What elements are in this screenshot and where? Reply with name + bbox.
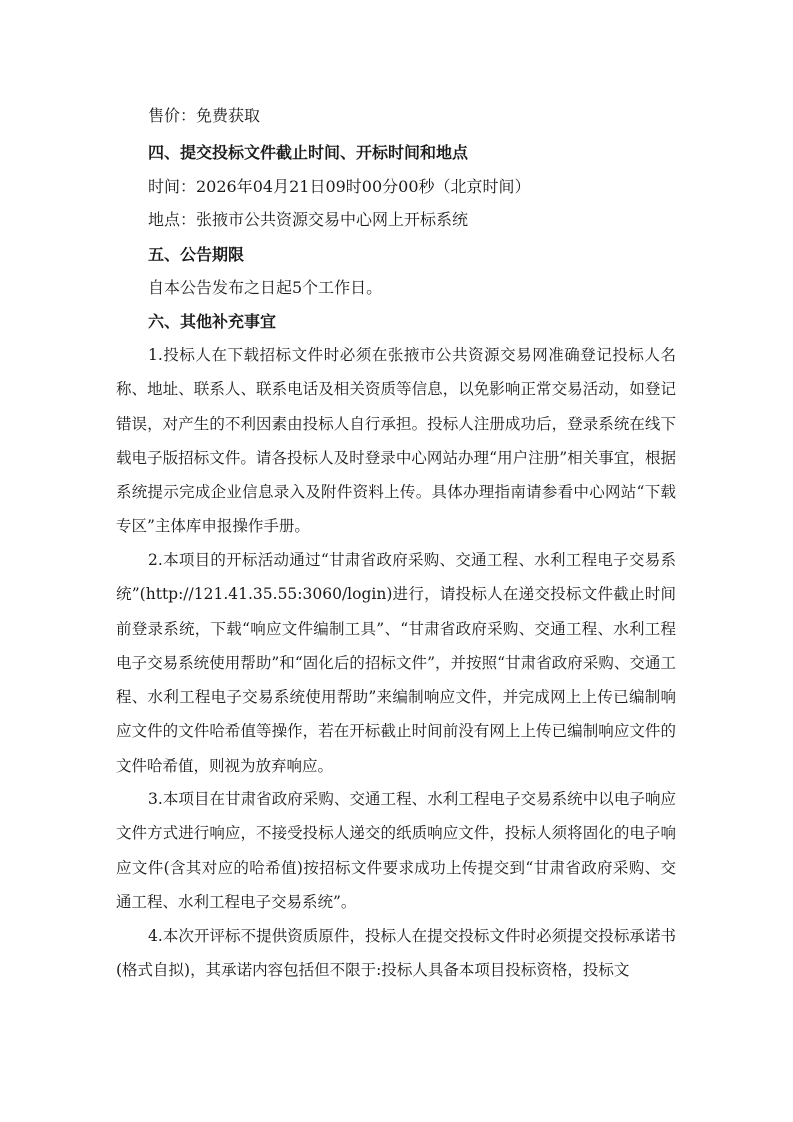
section-5-heading: 五、公告期限 — [148, 245, 245, 264]
section-4-heading: 四、提交投标文件截止时间、开标时间和地点 — [148, 143, 469, 162]
price-line: 售价：免费获取 — [148, 106, 261, 125]
notice-period-line: 自本公告发布之日起5个工作日。 — [148, 278, 383, 297]
opening-place-line: 地点：张掖市公共资源交易中心网上开标系统 — [148, 210, 469, 229]
section-6-heading: 六、其他补充事宜 — [148, 312, 277, 331]
supplement-item-1: 1.投标人在下载招标文件时必须在张掖市公共资源交易网准确登记投标人名称、地址、联系人、联系电话及相关资质等信息，以免影响正常交易活动，如登记错误，对产生的不利因素由投标人自行承担。投标人注册成功后，登录系统在线下载电子版招标文件。请各投标人及时登录中心网站办理“用户注册”相关事宜，根据系统提示完成企业信息录入及附件资料上传。具体办理指南请参看中心网站“下载专区”主体库申报操作手册。 — [116, 346, 676, 536]
supplement-item-4: 4.本次开评标不提供资质原件，投标人在提交投标文件时必须提交投标承诺书(格式自拟)，其承诺内容包括但不限于:投标人具备本项目投标资格，投标文 — [116, 927, 676, 980]
supplement-item-3: 3.本项目在甘肃省政府采购、交通工程、水利工程电子交易系统中以电子响应文件方式进行响应，不接受投标人递交的纸质响应文件，投标人须将固化的电子响应文件(含其对应的哈希值)按招标文件要求成功上传提交到“甘肃省政府采购、交通工程、水利工程电子交易系统”。 — [116, 790, 676, 911]
deadline-time-line: 时间：2026年04月21日09时00分00秒（北京时间） — [148, 177, 531, 196]
supplement-item-2: 2.本项目的开标活动通过“甘肃省政府采购、交通工程、水利工程电子交易系统”(http://121.41.35.55:3060/login)进行，请投标人在递交投标文件截止时间前登录系统，下载“响应文件编制工具”、“甘肃省政府采购、交通工程、水利工程电子交易系统使用帮助”和“固化后的招标文件”，并按照“甘肃省政府采购、交通工程、水利工程电子交易系统使用帮助”来编制响应文件，并完成网上上传已编制响应文件的文件哈希值等操作，若在开标截止时间前没有网上上传已编制响应文件的文件哈希值，则视为放弃响应。 — [116, 551, 676, 775]
